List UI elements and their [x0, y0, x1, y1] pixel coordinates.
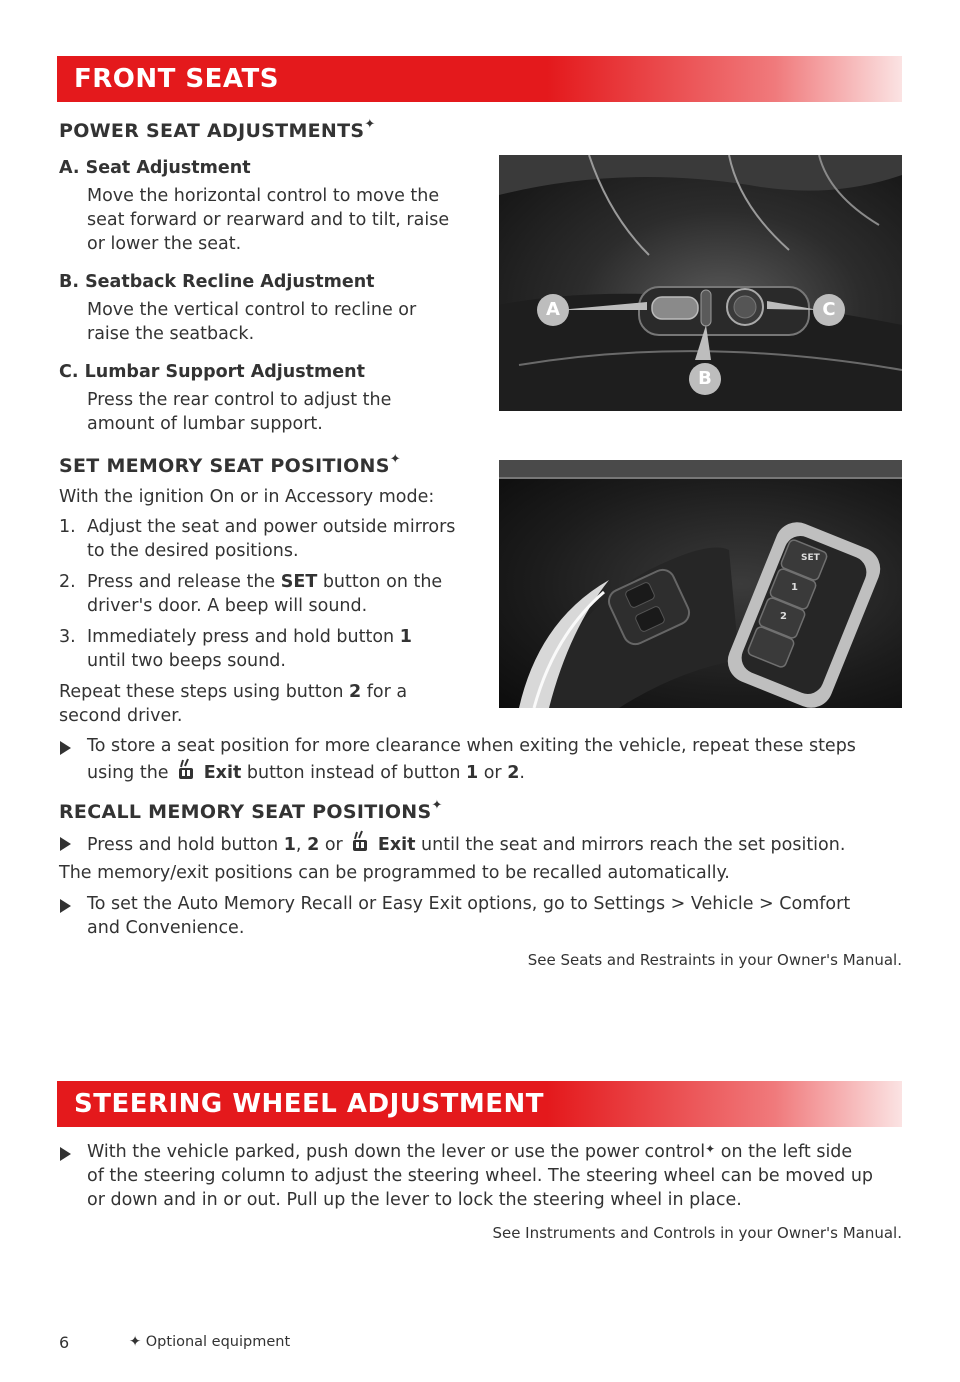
instruments-manual-reference: See Instruments and Controls in your Owner's Manual.	[492, 1224, 902, 1242]
door-memory-buttons-photo	[499, 460, 902, 708]
step-2-line: driver's door. A beep will sound.	[87, 596, 368, 616]
lumbar-support-line: Press the rear control to adjust the	[87, 390, 392, 410]
page-number: 6	[59, 1333, 70, 1352]
seats-manual-reference: See Seats and Restraints in your Owner's Manual.	[527, 951, 902, 969]
exit-tip-line: using the Exit button instead of button 1 or 2.	[87, 758, 525, 785]
step-1-line: Adjust the seat and power outside mirrors	[87, 517, 456, 537]
lumbar-support-line: amount of lumbar support.	[87, 414, 323, 434]
exit-button-ref: Exit	[377, 835, 416, 855]
seatback-recline-label: B. Seatback Recline Adjustment	[59, 272, 375, 292]
seat-adjustment-line: Move the horizontal control to move the	[87, 186, 440, 206]
optional-star-icon: ✦	[364, 117, 376, 132]
step-number: 3.	[59, 627, 76, 647]
exit-seat-icon	[348, 830, 372, 852]
recall-note: The memory/exit positions can be programmed to be recalled automatically.	[59, 863, 730, 883]
step-3-line: Immediately press and hold button 1	[87, 627, 412, 647]
lumbar-support-label: C. Lumbar Support Adjustment	[59, 362, 365, 382]
front-seats-title: FRONT SEATS	[74, 64, 279, 94]
optional-star-icon: ✦	[431, 798, 443, 813]
recall-memory-heading: RECALL MEMORY SEAT POSITIONS✦	[59, 798, 443, 823]
door-panel-illustration	[499, 460, 902, 708]
steering-bullet-line: or down and in or out. Pull up the lever to lock the steering wheel in place.	[87, 1190, 742, 1210]
optional-star-icon: ✦	[389, 452, 401, 467]
button-1-ref: 1	[399, 627, 412, 647]
exit-button-ref: Exit	[203, 763, 242, 783]
repeat-line: Repeat these steps using button 2 for a	[59, 682, 408, 702]
step-2-line: Press and release the SET button on the	[87, 572, 443, 592]
set-memory-intro: With the ignition On or in Accessory mode:	[59, 487, 435, 507]
bullet-arrow-icon	[60, 899, 71, 913]
auto-memory-line: and Convenience.	[87, 918, 245, 938]
step-number: 2.	[59, 572, 76, 592]
seat-adjustment-line: or lower the seat.	[87, 234, 242, 254]
step-1-line: to the desired positions.	[87, 541, 299, 561]
steering-bullet-line: of the steering column to adjust the steering wheel. The steering wheel can be moved up	[87, 1166, 874, 1186]
optional-equipment-legend: ✦ Optional equipment	[129, 1334, 291, 1350]
seatback-recline-line: raise the seatback.	[87, 324, 255, 344]
bullet-arrow-icon	[60, 741, 71, 755]
bullet-arrow-icon	[60, 1147, 71, 1161]
door-button-2-label: 2	[780, 611, 787, 622]
power-seat-heading: POWER SEAT ADJUSTMENTS✦	[59, 117, 376, 142]
callout-c: C	[813, 294, 845, 326]
recall-bullet-line: Press and hold button 1, 2 or Exit until the seat and mirrors reach the set position.	[87, 830, 845, 857]
step-number: 1.	[59, 517, 76, 537]
button-2-ref: 2	[348, 682, 362, 702]
set-memory-heading: SET MEMORY SEAT POSITIONS✦	[59, 452, 401, 477]
front-seats-banner	[57, 56, 902, 102]
seatback-recline-line: Move the vertical control to recline or	[87, 300, 417, 320]
exit-tip-line: To store a seat position for more clearance when exiting the vehicle, repeat these steps	[87, 736, 856, 756]
steering-wheel-title: STEERING WHEEL ADJUSTMENT	[74, 1089, 544, 1119]
seat-controls-photo	[499, 155, 902, 411]
set-button-ref: SET	[280, 572, 318, 592]
exit-seat-icon	[174, 758, 198, 780]
steering-wheel-banner	[57, 1081, 902, 1127]
auto-memory-line: To set the Auto Memory Recall or Easy Exit options, go to Settings > Vehicle > Comfort	[87, 894, 851, 914]
repeat-line: second driver.	[59, 706, 183, 726]
step-3-line: until two beeps sound.	[87, 651, 286, 671]
seat-adjustment-label: A. Seat Adjustment	[59, 158, 251, 178]
optional-star-icon: ✦	[705, 1142, 716, 1156]
bullet-arrow-icon	[60, 837, 71, 851]
seat-adjustment-line: seat forward or rearward and to tilt, raise	[87, 210, 450, 230]
door-button-1-label: 1	[791, 582, 798, 593]
callout-b: B	[689, 363, 721, 395]
optional-star-icon: ✦	[129, 1334, 142, 1350]
callout-a: A	[537, 294, 569, 326]
steering-bullet-line: With the vehicle parked, push down the lever or use the power control✦ on the left side	[87, 1142, 853, 1162]
door-set-button-label: SET	[801, 553, 820, 563]
